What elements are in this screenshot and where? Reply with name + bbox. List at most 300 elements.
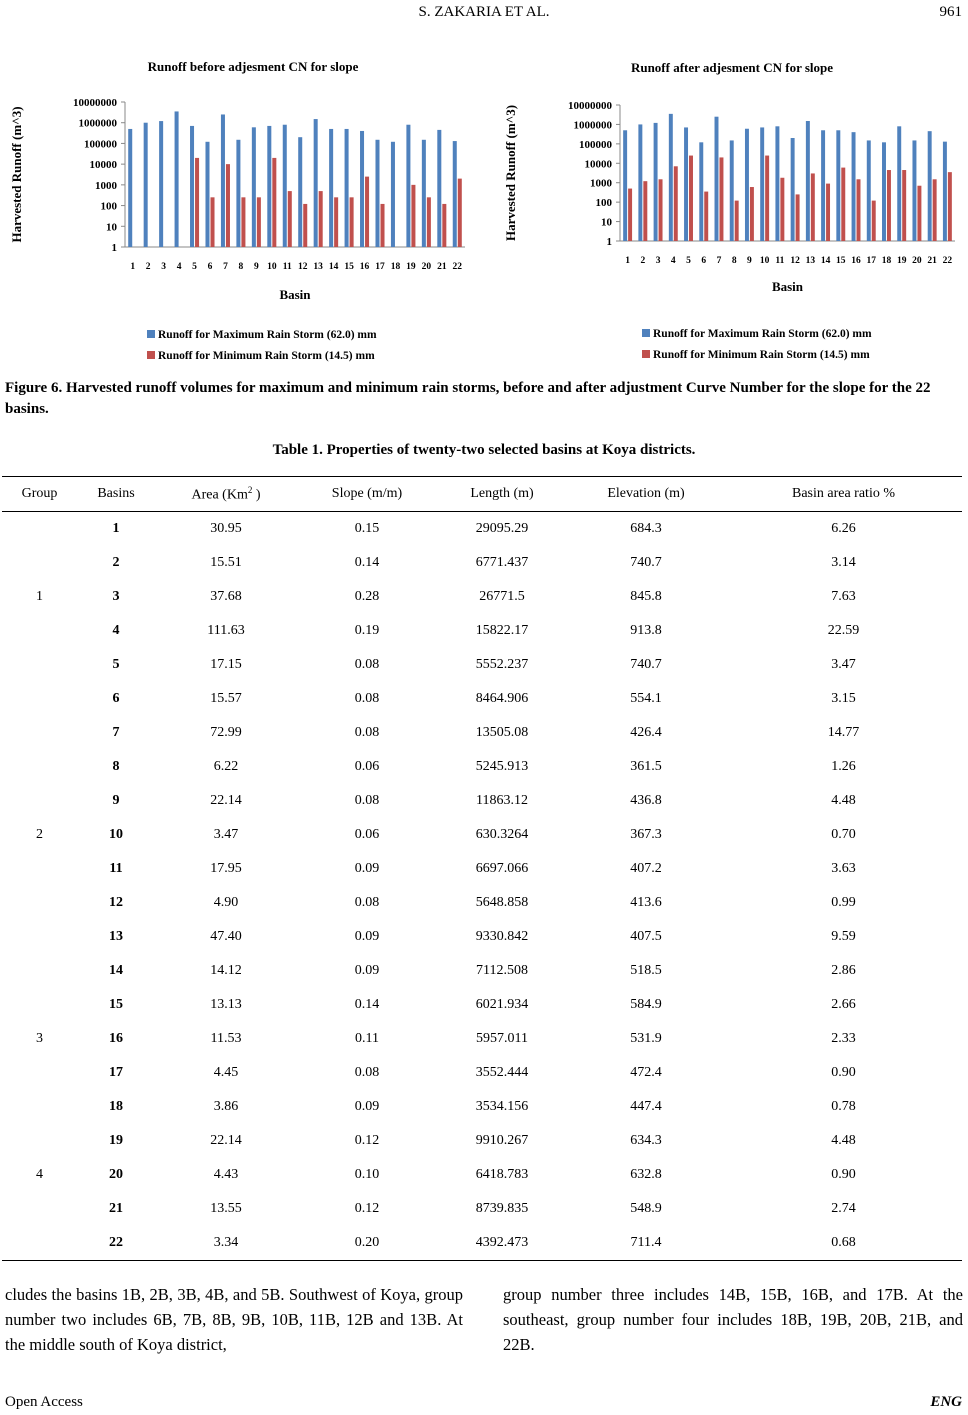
bar-min-storm (719, 157, 723, 241)
elevation-cell: 447.4 (630, 1099, 662, 1114)
bar-min-storm (241, 197, 245, 247)
ratio-cell: 0.99 (831, 895, 856, 910)
bar-min-storm (257, 197, 261, 247)
figure-caption: Figure 6. Harvested runoff volumes for maximum and minimum rain storms, before and after adjustment Curve Number for the slope for the 22 basins. (5, 380, 931, 417)
basin-cell: 4 (112, 623, 120, 638)
length-cell: 8464.906 (475, 691, 529, 706)
group-cell (2, 1124, 77, 1158)
bar-max-storm (298, 137, 302, 247)
bar-max-storm (912, 140, 916, 241)
basin-cell: 7 (112, 725, 120, 740)
table-row (2, 954, 962, 988)
length-cell: 26771.5 (479, 589, 525, 604)
bar-max-storm (128, 129, 132, 247)
length-cell: 6697.066 (475, 861, 529, 876)
header-basins: Basins (77, 477, 155, 512)
table-row (2, 580, 962, 614)
group-cell: 3 (36, 1031, 43, 1046)
group-cell (2, 512, 77, 547)
bar-max-storm (453, 141, 457, 247)
bar-max-storm (623, 130, 627, 241)
basin-cell: 9 (112, 793, 120, 808)
group-cell (2, 1192, 77, 1226)
slope-cell: 0.28 (354, 589, 380, 604)
y-axis-label: Harvested Runoff (m^3) (9, 106, 24, 243)
chart-after-adjustment (500, 50, 965, 370)
y-tick-label: 1000000 (573, 119, 612, 132)
header-slope: Slope (m/m) (297, 477, 437, 512)
slope-cell: 0.06 (354, 759, 380, 774)
chart-after-svg (500, 50, 965, 370)
table-row (2, 886, 962, 920)
bar-min-storm (334, 197, 338, 247)
bar-max-storm (175, 111, 179, 247)
length-cell: 9910.267 (475, 1133, 529, 1148)
y-axis-label: Harvested Runoff (m^3) (503, 104, 518, 242)
slope-cell: 0.12 (354, 1133, 380, 1148)
x-tick-label: 11 (775, 256, 785, 266)
table-header-row (2, 477, 962, 512)
length-cell: 630.3264 (475, 827, 529, 842)
bar-max-storm (360, 131, 364, 247)
header-elevation: Elevation (m) (567, 477, 725, 512)
ratio-cell: 0.68 (725, 1226, 962, 1261)
slope-cell: 0.20 (297, 1226, 437, 1261)
length-cell: 9330.842 (475, 929, 529, 944)
area-cell: 111.63 (207, 623, 245, 638)
x-tick-label: 18 (390, 262, 401, 272)
bar-max-storm (943, 142, 947, 241)
elevation-cell: 632.8 (630, 1167, 662, 1182)
x-tick-label: 3 (161, 262, 167, 272)
body-text-left: cludes the basins 1B, 2B, 3B, 4B, and 5B. Southwest of Koya, group number two includes 6B, 7B, 8B, 9B, 10B, 11B, 12B and 13B. At the middle south of Koya district, (5, 1285, 463, 1354)
elevation-cell: 634.3 (630, 1133, 662, 1148)
y-tick-label: 10000000 (73, 97, 117, 109)
legend-swatch (642, 350, 650, 358)
x-tick-label: 8 (238, 262, 244, 272)
ratio-cell: 6.26 (831, 521, 856, 536)
table-row (2, 546, 962, 580)
ratio-cell: 3.14 (831, 555, 856, 570)
area-cell: 4.43 (213, 1167, 239, 1182)
x-tick-label: 7 (223, 262, 228, 272)
slope-cell: 0.09 (354, 963, 380, 978)
slope-cell: 0.09 (354, 861, 380, 876)
bar-min-storm (811, 173, 815, 241)
x-axis-label: Basin (279, 287, 311, 302)
bar-min-storm (427, 197, 431, 247)
basin-cell: 22 (77, 1226, 155, 1261)
bar-max-storm (159, 121, 163, 247)
x-tick-label: 21 (927, 256, 937, 266)
elevation-cell: 361.5 (630, 759, 662, 774)
y-tick-label: 1000 (95, 179, 117, 192)
x-tick-label: 19 (896, 256, 907, 266)
elevation-cell: 684.3 (630, 521, 662, 536)
length-cell: 3552.444 (475, 1065, 529, 1080)
table-row (2, 1056, 962, 1090)
header-area: Area (Km$^2$ ) (155, 477, 297, 512)
x-tick-label: 18 (881, 256, 892, 266)
length-cell: 6021.934 (475, 997, 529, 1012)
elevation-cell: 531.9 (630, 1031, 662, 1046)
slope-cell: 0.15 (354, 521, 380, 536)
area-cell: 11.53 (210, 1031, 242, 1046)
ratio-cell: 2.86 (831, 963, 856, 978)
table-row (2, 716, 962, 750)
bar-min-storm (319, 191, 323, 247)
basin-cell: 2 (112, 555, 120, 570)
page-number: 961 (939, 4, 962, 20)
elevation-cell: 554.1 (630, 691, 662, 706)
legend-label: Runoff for Maximum Rain Storm (62.0) mm (653, 328, 872, 340)
area-cell: 15.51 (210, 555, 242, 570)
table-row (2, 614, 962, 648)
slope-cell: 0.08 (354, 691, 380, 706)
x-tick-label: 1 (130, 262, 136, 272)
header-length: Length (m) (437, 477, 567, 512)
ratio-cell: 2.66 (831, 997, 856, 1012)
elevation-cell: 913.8 (630, 623, 662, 638)
area-cell: 17.95 (210, 861, 242, 876)
basin-cell: 15 (109, 997, 123, 1012)
bar-max-storm (236, 140, 240, 247)
x-tick-label: 14 (328, 262, 339, 272)
basin-cell: 17 (109, 1065, 123, 1080)
elevation-cell: 548.9 (630, 1201, 662, 1216)
bar-max-storm (638, 124, 642, 241)
bar-max-storm (715, 117, 719, 241)
table-row (2, 988, 962, 1022)
basin-cell: 20 (109, 1167, 123, 1182)
slope-cell: 0.09 (354, 929, 380, 944)
bar-max-storm (314, 119, 318, 247)
ratio-cell: 0.70 (831, 827, 856, 842)
y-tick-label: 10 (106, 221, 117, 234)
bar-min-storm (272, 158, 276, 247)
elevation-cell: 407.5 (630, 929, 662, 944)
slope-cell: 0.14 (354, 555, 380, 570)
basin-cell: 11 (109, 861, 123, 876)
x-tick-label: 16 (851, 256, 861, 266)
bar-max-storm (745, 129, 749, 241)
y-tick-label: 1000000 (78, 117, 117, 130)
slope-cell: 0.08 (354, 725, 380, 740)
group-cell: 4 (36, 1167, 43, 1182)
basin-cell: 19 (109, 1133, 123, 1148)
group-cell (2, 716, 77, 750)
bar-min-storm (211, 197, 215, 247)
ratio-cell: 3.47 (831, 657, 856, 672)
ratio-cell: 2.74 (831, 1201, 856, 1216)
elevation-cell: 740.7 (630, 555, 662, 570)
x-axis-label: Basin (771, 279, 804, 294)
group-cell (2, 988, 77, 1022)
basin-cell: 12 (109, 895, 123, 910)
basin-cell: 10 (109, 827, 123, 842)
length-cell: 7112.508 (476, 963, 528, 978)
ratio-cell: 0.90 (831, 1065, 856, 1080)
y-tick-label: 10000000 (568, 100, 612, 112)
ratio-cell: 14.77 (827, 725, 860, 740)
slope-cell: 0.12 (354, 1201, 380, 1216)
x-tick-label: 20 (912, 256, 922, 266)
bar-min-storm (442, 204, 446, 247)
bar-max-storm (684, 127, 688, 241)
bar-min-storm (628, 189, 632, 241)
x-tick-label: 20 (421, 262, 432, 272)
bar-min-storm (902, 170, 906, 241)
group-cell (2, 784, 77, 818)
bar-min-storm (643, 181, 647, 241)
y-tick-label: 100000 (579, 138, 612, 151)
footer-journal: ENG (930, 1394, 962, 1410)
area-cell: 37.68 (210, 589, 242, 604)
basin-cell: 1 (112, 521, 120, 536)
ratio-cell: 0.78 (831, 1099, 856, 1114)
group-cell (2, 954, 77, 988)
length-cell: 6771.437 (475, 555, 529, 570)
bar-max-storm (221, 114, 225, 247)
length-cell: 5648.858 (475, 895, 529, 910)
header-ratio: Basin area ratio % (725, 477, 962, 512)
bar-min-storm (872, 201, 876, 241)
ratio-cell: 22.59 (827, 623, 860, 638)
x-tick-label: 9 (253, 262, 259, 272)
group-cell: 2 (36, 827, 43, 842)
bar-max-storm (144, 123, 148, 247)
basin-cell: 21 (109, 1201, 123, 1216)
bar-max-storm (867, 140, 871, 241)
group-cell (2, 886, 77, 920)
table-row (2, 1192, 962, 1226)
slope-cell: 0.14 (354, 997, 380, 1012)
elevation-cell: 413.6 (630, 895, 662, 910)
legend-swatch (147, 351, 155, 359)
basin-cell: 13 (109, 929, 123, 944)
bar-max-storm (836, 130, 840, 241)
bar-min-storm (887, 170, 891, 241)
bar-min-storm (826, 184, 830, 241)
group-cell: 1 (36, 589, 43, 604)
bar-max-storm (205, 142, 209, 247)
x-tick-label: 13 (805, 256, 816, 266)
elevation-cell: 584.9 (630, 997, 662, 1012)
y-tick-label: 10 (601, 216, 612, 229)
area-cell: 15.57 (210, 691, 242, 706)
bar-max-storm (329, 129, 333, 247)
area-cell: 47.40 (210, 929, 242, 944)
bar-max-storm (897, 126, 901, 241)
bar-min-storm (750, 187, 754, 241)
y-tick-label: 1000 (590, 177, 612, 190)
elevation-cell: 472.4 (630, 1065, 662, 1080)
group-cell (2, 852, 77, 886)
bar-max-storm (821, 130, 825, 241)
elevation-cell: 436.8 (630, 793, 662, 808)
y-tick-label: 100 (595, 197, 612, 210)
x-tick-label: 4 (670, 256, 676, 266)
x-tick-label: 16 (359, 262, 370, 272)
length-cell: 5245.913 (475, 759, 529, 774)
area-cell: 72.99 (210, 725, 242, 740)
x-tick-label: 4 (176, 262, 182, 272)
bar-max-storm (791, 138, 795, 241)
bar-min-storm (381, 204, 385, 247)
x-tick-label: 22 (452, 262, 463, 272)
length-cell: 8739.835 (475, 1201, 529, 1216)
table-row (2, 648, 962, 682)
group-cell (2, 682, 77, 716)
bar-min-storm (288, 191, 292, 247)
running-title: S. ZAKARIA ET AL. (418, 4, 550, 20)
bar-max-storm (730, 140, 734, 241)
table-row (2, 1090, 962, 1124)
slope-cell: 0.08 (354, 895, 380, 910)
basin-cell: 5 (112, 657, 120, 672)
x-tick-label: 12 (790, 256, 800, 266)
ratio-cell: 3.63 (831, 861, 856, 876)
bar-max-storm (882, 142, 886, 241)
slope-cell: 0.11 (355, 1031, 379, 1046)
length-cell: 11863.12 (476, 793, 528, 808)
bar-min-storm (704, 192, 708, 241)
bar-min-storm (917, 186, 921, 241)
bar-min-storm (411, 185, 415, 247)
legend-label: Runoff for Minimum Rain Storm (14.5) mm (158, 350, 375, 362)
y-tick-label: 10000 (584, 158, 612, 171)
bar-min-storm (857, 179, 861, 241)
table-row (2, 682, 962, 716)
bar-max-storm (422, 140, 426, 247)
bar-min-storm (674, 166, 678, 241)
area-cell: 3.86 (213, 1099, 239, 1114)
ratio-cell: 2.33 (831, 1031, 856, 1046)
x-tick-label: 5 (192, 262, 197, 272)
area-cell: 22.14 (210, 793, 242, 808)
basin-cell: 14 (109, 963, 123, 978)
x-tick-label: 6 (207, 262, 213, 272)
length-cell: 5957.011 (476, 1031, 528, 1046)
y-tick-label: 1 (111, 242, 117, 254)
table-row (2, 512, 962, 547)
legend-swatch (642, 329, 650, 337)
table-row (2, 852, 962, 886)
legend-label: Runoff for Maximum Rain Storm (62.0) mm (158, 329, 377, 341)
elevation-cell: 740.7 (630, 657, 662, 672)
x-tick-label: 3 (655, 256, 661, 266)
bar-max-storm (806, 121, 810, 241)
ratio-cell: 4.48 (831, 1133, 856, 1148)
area-cell: 30.95 (210, 521, 242, 536)
legend-swatch (147, 330, 155, 338)
basin-cell: 3 (112, 589, 120, 604)
length-cell: 29095.29 (475, 521, 529, 536)
bar-min-storm (303, 204, 307, 247)
group-cell (2, 546, 77, 580)
elevation-cell: 426.4 (630, 725, 662, 740)
bar-min-storm (948, 172, 952, 241)
x-tick-label: 12 (297, 262, 308, 272)
slope-cell: 0.19 (354, 623, 380, 638)
table-row (2, 750, 962, 784)
group-cell (2, 614, 77, 648)
area-cell: 4.45 (213, 1065, 239, 1080)
area-cell: 14.12 (210, 963, 242, 978)
bar-min-storm (689, 156, 693, 241)
basin-properties-table (2, 476, 962, 1261)
bar-max-storm (760, 127, 764, 241)
table-row (2, 784, 962, 818)
x-tick-label: 8 (731, 256, 737, 266)
basin-cell: 18 (109, 1099, 123, 1114)
elevation-cell: 407.2 (630, 861, 662, 876)
group-cell (2, 1090, 77, 1124)
bar-min-storm (365, 177, 369, 247)
bar-min-storm (796, 194, 800, 241)
x-tick-label: 15 (344, 262, 354, 272)
elevation-cell: 845.8 (630, 589, 662, 604)
group-cell (2, 648, 77, 682)
bar-max-storm (375, 140, 379, 247)
bar-max-storm (699, 142, 703, 241)
bar-max-storm (406, 125, 410, 247)
bar-max-storm (345, 129, 349, 247)
bar-max-storm (669, 114, 673, 241)
basin-cell: 16 (109, 1031, 123, 1046)
table-row (2, 1226, 962, 1261)
table-row (2, 1022, 962, 1056)
ratio-cell: 3.15 (831, 691, 856, 706)
x-tick-label: 7 (716, 256, 722, 266)
x-tick-label: 19 (406, 262, 416, 272)
ratio-cell: 9.59 (831, 929, 856, 944)
bar-max-storm (437, 130, 441, 247)
bar-min-storm (458, 179, 462, 247)
slope-cell: 0.09 (354, 1099, 380, 1114)
group-cell (2, 1056, 77, 1090)
bar-min-storm (765, 156, 769, 241)
elevation-cell: 711.4 (567, 1226, 725, 1261)
bar-min-storm (933, 179, 937, 241)
bar-min-storm (735, 201, 739, 241)
x-tick-label: 5 (686, 256, 691, 266)
bar-max-storm (252, 127, 256, 247)
chart-title: Runoff after adjesment CN for slope (630, 60, 834, 75)
area-cell: 17.15 (210, 657, 242, 672)
area-cell: 3.34 (155, 1226, 297, 1261)
x-tick-label: 1 (625, 256, 630, 266)
length-cell: 3534.156 (475, 1099, 529, 1114)
ratio-cell: 0.90 (831, 1167, 856, 1182)
x-tick-label: 10 (267, 262, 277, 272)
basin-cell: 8 (112, 759, 120, 774)
table-row (2, 1124, 962, 1158)
y-tick-label: 100 (100, 200, 117, 213)
area-cell: 6.22 (213, 759, 239, 774)
length-cell: 13505.08 (475, 725, 529, 740)
x-tick-label: 10 (759, 256, 770, 266)
x-tick-label: 9 (747, 256, 752, 266)
legend-label: Runoff for Minimum Rain Storm (14.5) mm (653, 349, 870, 361)
area-cell: 13.13 (210, 997, 242, 1012)
bar-max-storm (283, 125, 287, 247)
bar-max-storm (190, 126, 194, 247)
slope-cell: 0.10 (354, 1167, 380, 1182)
table-row (2, 1158, 962, 1192)
elevation-cell: 518.5 (630, 963, 662, 978)
footer-open-access: Open Access (5, 1394, 83, 1410)
